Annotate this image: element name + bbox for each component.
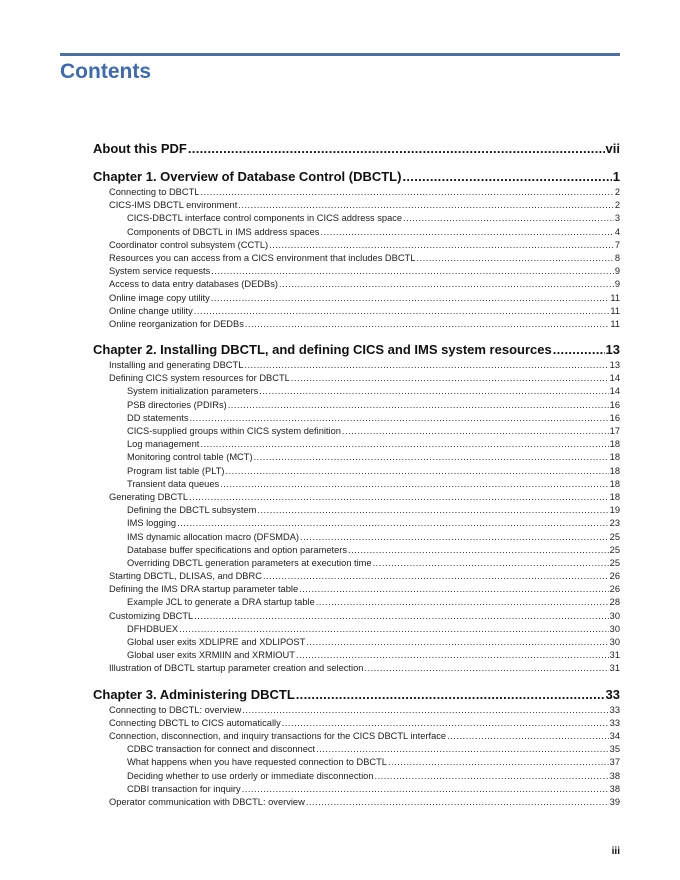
- toc-entry[interactable]: [93, 783, 620, 796]
- toc-entry-page: 19: [609, 505, 620, 516]
- toc-entry[interactable]: [93, 438, 620, 451]
- toc-entry[interactable]: [93, 596, 620, 609]
- leader-dots: [416, 252, 613, 265]
- leader-dots: [282, 717, 609, 730]
- toc-entry-page: 2: [614, 200, 620, 211]
- toc-entry-title: CICS-DBCTL interface control components in CICS address space: [127, 213, 403, 224]
- leader-dots: [320, 226, 613, 239]
- header-rule: [60, 53, 620, 56]
- toc-entry-title: Access to data entry databases (DEDBs): [109, 279, 278, 290]
- toc-entry-title: Deciding whether to use orderly or immediate disconnection: [127, 770, 374, 781]
- chapter-gap: [93, 158, 620, 168]
- chapter-page: 13: [605, 342, 620, 358]
- toc-entry-page: 25: [609, 557, 620, 568]
- leader-dots: [242, 783, 609, 796]
- leader-dots: [189, 412, 608, 425]
- leader-dots: [306, 796, 609, 809]
- leader-dots: [299, 583, 609, 596]
- leader-dots: [388, 756, 609, 769]
- leader-dots: [238, 199, 614, 212]
- toc-entry-page: 9: [614, 266, 620, 277]
- toc-entry-title: Customizing DBCTL: [109, 610, 194, 621]
- toc-entry-page: 13: [609, 360, 620, 371]
- toc-entry-title: Defining CICS system resources for DBCTL: [109, 373, 290, 384]
- toc-entry[interactable]: [93, 478, 620, 491]
- toc-entry[interactable]: [93, 399, 620, 412]
- toc-entry[interactable]: [93, 265, 620, 278]
- toc-entry[interactable]: [93, 636, 620, 649]
- toc-entry-page: 8: [614, 252, 620, 263]
- toc-entry-page: 7: [614, 239, 620, 250]
- toc-entry-page: 11: [610, 305, 620, 316]
- leader-dots: [348, 544, 609, 557]
- toc-entry-title: Starting DBCTL, DLISAS, and DBRC: [109, 571, 262, 582]
- toc-entry-page: 18: [609, 439, 620, 450]
- leader-dots: [211, 265, 614, 278]
- toc-entry[interactable]: [93, 544, 620, 557]
- chapter-gap: [93, 676, 620, 686]
- leader-dots: [259, 385, 608, 398]
- toc-entry-title: Global user exits XDLIPRE and XDLIPOST: [127, 637, 306, 647]
- toc-entry-title: Coordinator control subsystem (CCTL): [109, 239, 269, 250]
- toc-entry-title: IMS dynamic allocation macro (DFSMDA): [127, 531, 300, 542]
- toc-entry-title: Connecting DBCTL to CICS automatically: [109, 717, 281, 728]
- leader-dots: [306, 636, 608, 649]
- toc-entry[interactable]: [93, 662, 620, 675]
- leader-dots: [364, 662, 608, 675]
- toc-entry-page: 11: [610, 318, 620, 329]
- leader-dots: [402, 168, 611, 186]
- chapter-title: Chapter 3. Administering DBCTL: [93, 686, 295, 702]
- toc-entry-title: Online image copy utility: [109, 292, 210, 303]
- toc-entry-title: Resources you can access from a CICS environment that includes DBCTL: [109, 252, 416, 263]
- leader-dots: [254, 451, 609, 464]
- toc-entry-title: Connection, disconnection, and inquiry transactions for the CICS DBCTL interface: [109, 730, 447, 741]
- leader-dots: [373, 557, 609, 570]
- leader-dots: [177, 517, 609, 530]
- toc-entry-page: 14: [609, 386, 620, 397]
- toc-entry-page: 18: [609, 465, 620, 476]
- toc-entry-title: Illustration of DBCTL startup parameter creation and selection: [109, 663, 364, 674]
- toc-entry-title: Log management: [127, 439, 200, 450]
- toc-entry-page: 35: [609, 744, 620, 755]
- toc-entry[interactable]: [93, 570, 620, 583]
- toc-entry-title: Installing and generating DBCTL: [109, 360, 244, 371]
- toc-entry-page: 30: [609, 610, 620, 621]
- toc-entry-page: 25: [609, 531, 620, 542]
- toc-entry-page: 30: [609, 637, 620, 647]
- toc-about-page: vii: [605, 141, 620, 156]
- toc-entry-page: 31: [609, 650, 620, 661]
- toc-entry-title: Monitoring control table (MCT): [127, 452, 253, 463]
- toc-entry-title: System service requests: [109, 266, 211, 277]
- leader-dots: [316, 596, 609, 609]
- chapter-page: 1: [612, 169, 620, 184]
- toc-entry-title: Operator communication with DBCTL: overview: [109, 796, 305, 807]
- toc-entry-page: 33: [609, 717, 620, 728]
- leader-dots: [342, 425, 609, 438]
- leader-dots: [257, 504, 608, 517]
- toc-entry-title: Online reorganization for DEDBs: [109, 318, 244, 329]
- toc-entry-page: 37: [609, 757, 620, 768]
- toc-entry[interactable]: [93, 318, 620, 331]
- toc-entry-title: System initialization parameters: [127, 386, 259, 397]
- chapter-title: Chapter 2. Installing DBCTL, and defining CICS and IMS system resources: [93, 342, 552, 358]
- leader-dots: [225, 465, 608, 478]
- leader-dots: [200, 438, 608, 451]
- toc-entry[interactable]: [93, 583, 620, 596]
- toc-entry[interactable]: [93, 623, 620, 636]
- leader-dots: [300, 531, 609, 544]
- toc-entry-title: DD statements: [127, 412, 189, 423]
- toc-entry[interactable]: [93, 412, 620, 425]
- chapter-gap: [93, 331, 620, 341]
- toc-entry-title: Defining the IMS DRA startup parameter table: [109, 584, 299, 595]
- toc-entry[interactable]: [93, 372, 620, 385]
- toc-entry-page: 39: [609, 796, 620, 807]
- toc-entry-page: 17: [609, 426, 620, 436]
- toc-entry-page: 16: [609, 399, 620, 410]
- toc-entry-title: CDBC transaction for connect and disconnect: [127, 744, 316, 755]
- toc-entry-title: CICS-supplied groups within CICS system definition: [127, 426, 341, 436]
- toc-about-title: About this PDF: [93, 141, 187, 156]
- leader-dots: [269, 239, 614, 252]
- toc-entry-title: Components of DBCTL in IMS address spaces: [127, 226, 320, 237]
- toc-entry-page: 26: [609, 584, 620, 595]
- leader-dots: [200, 186, 613, 199]
- toc-entry-page: 18: [609, 452, 620, 463]
- toc-entry-page: 30: [609, 623, 620, 634]
- toc-entry[interactable]: [93, 465, 620, 478]
- toc-entry-page: 4: [614, 226, 620, 237]
- toc-entry-title: IMS logging: [127, 518, 177, 529]
- toc-entry-page: 34: [609, 730, 620, 741]
- chapter-title: Chapter 1. Overview of Database Control (DBCTL): [93, 169, 402, 184]
- toc-entry[interactable]: [93, 239, 620, 252]
- toc-entry-title: Overriding DBCTL generation parameters at execution time: [127, 557, 372, 568]
- toc-entry-title: Online change utility: [109, 305, 193, 316]
- toc-entry[interactable]: [93, 359, 620, 372]
- leader-dots: [296, 686, 605, 704]
- toc-chapter-1[interactable]: [93, 168, 620, 186]
- toc-chapter-3[interactable]: [93, 686, 620, 704]
- toc-entry-page: 31: [609, 663, 620, 674]
- toc-entry-page: 11: [610, 292, 620, 303]
- leader-dots: [316, 743, 609, 756]
- toc-chapter-2[interactable]: [93, 341, 620, 359]
- leader-dots: [194, 305, 610, 318]
- leader-dots: [447, 730, 609, 743]
- toc-entry[interactable]: [93, 517, 620, 530]
- toc-entry[interactable]: [93, 743, 620, 756]
- toc-entry[interactable]: [93, 212, 620, 225]
- toc-entry[interactable]: [93, 385, 620, 398]
- leader-dots: [553, 341, 605, 359]
- leader-dots: [179, 623, 609, 636]
- toc-entry[interactable]: [93, 730, 620, 743]
- toc-entry[interactable]: [93, 770, 620, 783]
- toc-entry[interactable]: [93, 226, 620, 239]
- toc-entry-page: 26: [609, 571, 620, 582]
- toc-entry[interactable]: [93, 305, 620, 318]
- toc-entry-title: PSB directories (PDIRs): [127, 399, 227, 410]
- toc-entry-title: Generating DBCTL: [109, 491, 189, 502]
- leader-dots: [375, 770, 609, 783]
- toc-entry[interactable]: [93, 796, 620, 809]
- toc-entry[interactable]: [93, 531, 620, 544]
- toc-entry-title: Connecting to DBCTL: [109, 187, 200, 197]
- toc-entry-page: 18: [609, 478, 620, 489]
- leader-dots: [194, 610, 608, 623]
- leader-dots: [244, 359, 608, 372]
- toc-entry[interactable]: [93, 491, 620, 504]
- toc-entry[interactable]: [93, 717, 620, 730]
- toc-entry[interactable]: [93, 425, 620, 438]
- toc-entry-page: 3: [614, 213, 620, 224]
- page-number: iii: [611, 846, 620, 857]
- toc-entry-page: 2: [614, 187, 620, 197]
- toc-entry-title: Example JCL to generate a DRA startup table: [127, 597, 315, 608]
- toc-entry-page: 18: [609, 491, 620, 502]
- toc-entry-title: Database buffer specifications and option parameters: [127, 544, 347, 555]
- table-of-contents: [93, 140, 620, 809]
- toc-entry-page: 9: [614, 279, 620, 290]
- toc-entry-page: 33: [609, 704, 620, 715]
- leader-dots: [263, 570, 609, 583]
- toc-entry-title: DFHDBUEX: [127, 623, 179, 634]
- leader-dots: [242, 704, 608, 717]
- toc-entry[interactable]: [93, 557, 620, 570]
- toc-entry-page: 14: [609, 373, 620, 384]
- toc-entry[interactable]: [93, 292, 620, 305]
- leader-dots: [296, 649, 609, 662]
- toc-entry-title: CDBI transaction for inquiry: [127, 783, 241, 794]
- leader-dots: [188, 140, 605, 158]
- page-title: Contents: [60, 60, 151, 83]
- toc-entry-page: 16: [609, 412, 620, 423]
- toc-entry[interactable]: [93, 252, 620, 265]
- toc-entry-title: What happens when you have requested connection to DBCTL: [127, 757, 387, 768]
- leader-dots: [279, 278, 614, 291]
- leader-dots: [211, 292, 610, 305]
- toc-entry-title: Transient data queues: [127, 478, 220, 489]
- toc-about[interactable]: [93, 140, 620, 158]
- chapter-page: 33: [605, 686, 620, 702]
- leader-dots: [403, 212, 614, 225]
- toc-entry[interactable]: [93, 756, 620, 769]
- toc-entry-page: 23: [609, 518, 620, 529]
- toc-entry[interactable]: [93, 451, 620, 464]
- toc-entry-page: 25: [609, 544, 620, 555]
- toc-entry[interactable]: [93, 278, 620, 291]
- toc-entry[interactable]: [93, 186, 620, 199]
- toc-entry-title: CICS-IMS DBCTL environment: [109, 200, 238, 211]
- leader-dots: [291, 372, 609, 385]
- toc-entry[interactable]: [93, 704, 620, 717]
- toc-entry[interactable]: [93, 649, 620, 662]
- leader-dots: [228, 399, 609, 412]
- toc-entry-page: 28: [609, 597, 620, 608]
- toc-entry[interactable]: [93, 504, 620, 517]
- toc-entry-title: Connecting to DBCTL: overview: [109, 704, 242, 715]
- toc-entry[interactable]: [93, 610, 620, 623]
- leader-dots: [245, 318, 609, 331]
- toc-entry-page: 38: [609, 783, 620, 794]
- leader-dots: [220, 478, 608, 491]
- toc-entry[interactable]: [93, 199, 620, 212]
- toc-entry-title: Program list table (PLT): [127, 465, 225, 476]
- toc-entry-title: Global user exits XRMIIN and XRMIOUT: [127, 650, 295, 661]
- toc-entry-page: 38: [609, 770, 620, 781]
- leader-dots: [189, 491, 609, 504]
- toc-entry-title: Defining the DBCTL subsystem: [127, 505, 257, 516]
